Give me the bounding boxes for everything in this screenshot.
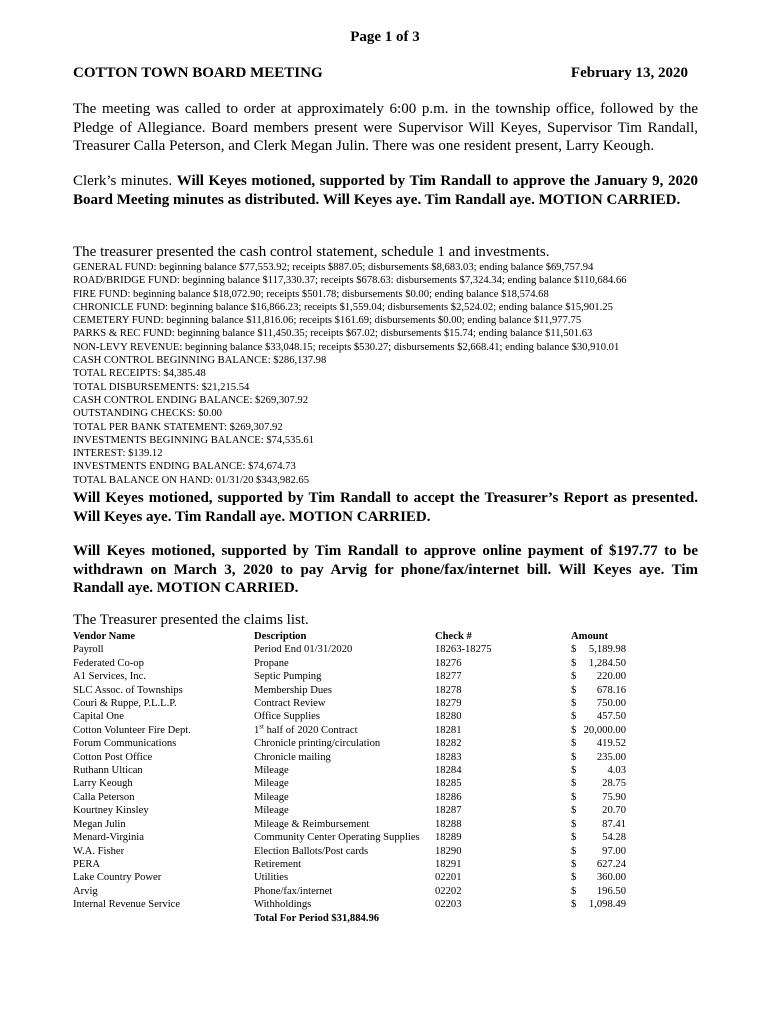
claim-description: Mileage	[254, 791, 289, 803]
amount-header: Amount	[571, 631, 609, 642]
claim-amount	[571, 885, 661, 898]
treasurer-line: FIRE FUND: beginning balance $18,072.90; receipts $501.78; disbursements $0.00; ending balance $18,574.68	[73, 288, 549, 300]
claim-amount	[571, 818, 661, 831]
clerk-minutes-paragraph	[73, 172, 698, 209]
claim-check-number: 02201	[435, 872, 462, 884]
claims-row	[73, 643, 661, 656]
description-header: Description	[254, 631, 307, 642]
claim-amount	[571, 710, 661, 723]
claim-currency: $	[571, 805, 577, 817]
treasurer-line: INVESTMENTS ENDING BALANCE: $74,674.73	[73, 461, 296, 473]
claim-amount-value: 457.50	[596, 711, 626, 723]
claim-amount	[571, 643, 661, 656]
claim-description: Mileage	[254, 765, 289, 777]
claims-row	[73, 657, 661, 670]
claim-description: Mileage & Reimbursement	[254, 818, 370, 830]
claim-description: Withholdings	[254, 899, 312, 911]
claim-check-number: 18280	[435, 711, 462, 723]
treasurer-line: CASH CONTROL BEGINNING BALANCE: $286,137.98	[73, 355, 327, 367]
claim-amount	[571, 657, 661, 670]
claim-amount	[571, 791, 661, 804]
claims-header-row	[73, 630, 661, 643]
claim-vendor: PERA	[73, 858, 101, 870]
claim-amount	[571, 898, 661, 911]
claim-check-number: 18281	[435, 724, 462, 736]
claim-amount	[571, 737, 661, 750]
claim-currency: $	[571, 684, 577, 696]
claim-vendor: W.A. Fisher	[73, 845, 125, 857]
claim-vendor: Forum Communications	[73, 738, 177, 750]
meeting-header	[73, 65, 688, 82]
check-header: Check #	[435, 631, 472, 642]
claim-currency: $	[571, 899, 577, 911]
claim-amount-value: 20,000.00	[583, 724, 626, 736]
claim-description: Period End 01/31/2020	[254, 644, 353, 656]
claim-vendor: Internal Revenue Service	[73, 899, 181, 911]
claim-check-number: 18291	[435, 858, 462, 870]
claims-row	[73, 791, 661, 804]
claim-amount-value: 235.00	[596, 751, 626, 763]
claim-currency: $	[571, 751, 577, 763]
claim-check-number: 18284	[435, 765, 462, 777]
meeting-date: February 13, 2020	[570, 65, 688, 81]
claim-check-number: 18285	[435, 778, 462, 790]
claims-table	[73, 630, 661, 925]
claims-row	[73, 737, 661, 750]
claim-vendor: Lake Country Power	[73, 872, 162, 884]
claim-amount-value: 28.75	[602, 778, 626, 790]
treasurer-line: GENERAL FUND: beginning balance $77,553.92; receipts $887.05; disbursements $8,683.03; ending balance $69,757.94	[73, 262, 594, 273]
claims-row	[73, 764, 661, 777]
claim-vendor: Arvig	[73, 885, 98, 897]
treasurer-line: CHRONICLE FUND: beginning balance $16,866.23; receipts $1,559.04; disbursements $2,524.02; ending balance $15,901.25	[73, 301, 613, 313]
claim-check-number: 18286	[435, 791, 462, 803]
claim-amount-value: 87.41	[602, 818, 626, 830]
claim-description: Contract Review	[254, 698, 326, 710]
claim-description	[254, 724, 435, 737]
claim-vendor: Capital One	[73, 711, 124, 723]
claim-check-number: 18290	[435, 845, 462, 857]
claim-amount	[571, 845, 661, 858]
claims-row	[73, 831, 661, 844]
treasurer-line: TOTAL RECEIPTS: $4,385.48	[73, 368, 206, 380]
claim-amount-value: 4.03	[607, 765, 626, 777]
claim-currency: $	[571, 791, 577, 803]
claim-currency: $	[571, 657, 577, 669]
arvig-payment-motion: Will Keyes motioned, supported by Tim Randall to approve online payment of $197.77 to be withdrawn on March 3, 2020 to pay Arvig for phone/fax/internet bill. Will Keyes aye. Tim Randall aye. MOTION CARRIED.	[73, 543, 698, 596]
claim-vendor: Federated Co-op	[73, 657, 144, 669]
claim-check-number: 18283	[435, 751, 462, 763]
claim-currency: $	[571, 698, 577, 710]
claim-vendor: Cotton Post Office	[73, 751, 153, 763]
claims-row	[73, 885, 661, 898]
claim-amount	[571, 724, 661, 737]
claim-description: Chronicle mailing	[254, 751, 331, 763]
claim-currency: $	[571, 858, 577, 870]
claim-vendor: Payroll	[73, 644, 104, 656]
treasurer-line: NON-LEVY REVENUE: beginning balance $33,048.15; receipts $530.27; disbursements $2,668.41; ending balance $30,910.01	[73, 341, 620, 353]
treasurer-line: CASH CONTROL ENDING BALANCE: $269,307.92	[73, 394, 309, 406]
claims-row	[73, 777, 661, 790]
claim-amount-value: 678.16	[596, 684, 626, 696]
claims-row	[73, 710, 661, 723]
claim-amount-value: 97.00	[602, 845, 626, 857]
claim-description: Retirement	[254, 858, 302, 870]
claim-description: Mileage	[254, 778, 289, 790]
treasurer-line: TOTAL BALANCE ON HAND: 01/31/20 $343,982.65	[73, 474, 310, 486]
claim-currency: $	[571, 671, 577, 683]
claims-row	[73, 684, 661, 697]
claim-amount-value: 196.50	[596, 885, 626, 897]
claim-vendor: Megan Julin	[73, 818, 126, 830]
claim-description-text: half of 2020 Contract	[263, 724, 358, 736]
claim-amount	[571, 684, 661, 697]
claim-description: Septic Pumping	[254, 671, 322, 683]
claim-vendor: Cotton Volunteer Fire Dept.	[73, 724, 191, 736]
clerk-minutes-lead: Clerk’s minutes.	[73, 173, 177, 189]
claim-amount	[571, 670, 661, 683]
claim-description: Office Supplies	[254, 711, 321, 723]
claim-currency: $	[571, 872, 577, 884]
claim-currency: $	[571, 818, 577, 830]
claim-amount-value: 750.00	[596, 698, 626, 710]
claim-amount	[571, 751, 661, 764]
treasurer-report-motion: Will Keyes motioned, supported by Tim Randall to accept the Treasurer’s Report as presented. Will Keyes aye. Tim Randall aye. MOTION CARRIED.	[73, 490, 698, 525]
meeting-title: COTTON TOWN BOARD MEETING	[73, 65, 323, 81]
claim-vendor: Ruthann Ultican	[73, 765, 143, 777]
claim-amount-value: 5,189.98	[588, 644, 626, 656]
vendor-header: Vendor Name	[73, 631, 136, 642]
claim-description: Propane	[254, 657, 289, 669]
claim-description: Community Center Operating Supplies	[254, 832, 420, 844]
claims-row	[73, 697, 661, 710]
treasurer-line: INTEREST: $139.12	[73, 448, 163, 460]
claim-amount-value: 1,284.50	[588, 657, 626, 669]
claims-row	[73, 670, 661, 683]
claim-check-number: 18277	[435, 671, 462, 683]
claim-amount-value: 220.00	[596, 671, 626, 683]
claim-amount	[571, 777, 661, 790]
claim-description-prefix: 1	[254, 724, 260, 736]
claim-check-number: 18279	[435, 698, 462, 710]
claim-description: Mileage	[254, 805, 289, 817]
claim-check-number: 18289	[435, 832, 462, 844]
claim-amount-value: 627.24	[596, 858, 626, 870]
claim-description: Utilities	[254, 872, 289, 884]
claim-amount	[571, 871, 661, 884]
treasurer-report-lines	[73, 261, 703, 487]
page-number: Page 1 of 3	[350, 29, 420, 45]
treasurer-line: ROAD/BRIDGE FUND: beginning balance $117,330.37; receipts $678.63: disbursements $7,324.34; ending balance $110,684.66	[73, 275, 627, 287]
claim-vendor: SLC Assoc. of Townships	[73, 684, 183, 696]
claims-row	[73, 804, 661, 817]
treasurer-intro: The treasurer presented the cash control statement, schedule 1 and investments.	[73, 244, 550, 260]
claim-vendor: Menard-Virginia	[73, 832, 144, 844]
treasurer-line: OUTSTANDING CHECKS: $0.00	[73, 408, 222, 420]
claim-amount-value: 419.52	[596, 738, 626, 750]
claim-amount-value: 54.28	[602, 832, 626, 844]
claim-vendor: Couri & Ruppe, P.L.L.P.	[73, 698, 177, 710]
claims-row	[73, 724, 661, 737]
claim-amount-value: 1,098.49	[588, 899, 626, 911]
claim-amount	[571, 858, 661, 871]
claim-check-number: 18276	[435, 657, 462, 669]
claim-description: Election Ballots/Post cards	[254, 845, 369, 857]
claim-check-number: 18282	[435, 738, 462, 750]
claim-description: Phone/fax/internet	[254, 885, 333, 897]
clerk-minutes-motion: Will Keyes motioned, supported by Tim Randall to approve the January 9, 2020 Board Meeting minutes as distributed. Will Keyes aye. Tim Randall aye. MOTION CARRIED.	[73, 173, 698, 208]
claim-check-number: 18287	[435, 805, 462, 817]
claim-description: Membership Dues	[254, 684, 332, 696]
claim-amount	[571, 804, 661, 817]
claim-currency: $	[571, 778, 577, 790]
claim-amount-value: 360.00	[596, 872, 626, 884]
claim-currency: $	[571, 738, 577, 750]
intro-paragraph: The meeting was called to order at approximately 6:00 p.m. in the township office, followed by the Pledge of Allegiance. Board members present were Supervisor Will Keyes, Supervisor Tim Randall, Treasurer Calla Peterson, and Clerk Megan Julin. There was one resident present, Larry Keough.	[73, 101, 698, 154]
claim-currency: $	[571, 711, 577, 723]
claims-row	[73, 871, 661, 884]
claim-amount	[571, 697, 661, 710]
treasurer-line: INVESTMENTS BEGINNING BALANCE: $74,535.61	[73, 434, 314, 446]
claim-check-number: 02203	[435, 899, 462, 911]
claims-row	[73, 845, 661, 858]
claim-currency: $	[571, 765, 577, 777]
claim-amount-value: 20.70	[602, 805, 626, 817]
claim-currency: $	[571, 644, 577, 656]
claim-check-number: 02202	[435, 885, 462, 897]
treasurer-line: TOTAL DISBURSEMENTS: $21,215.54	[73, 381, 250, 393]
claim-currency: $	[571, 885, 577, 897]
claim-amount	[571, 831, 661, 844]
claim-currency: $	[571, 832, 577, 844]
claim-vendor: Calla Peterson	[73, 791, 135, 803]
claims-total-row	[73, 912, 661, 925]
claim-check-number: 18263-18275	[435, 644, 492, 656]
treasurer-line: CEMETERY FUND: beginning balance $11,816.06; receipts $161.69; disbursements $0.00; ending balance $11,977.75	[73, 315, 582, 327]
claim-currency: $	[571, 845, 577, 857]
claim-amount	[571, 764, 661, 777]
claims-row	[73, 858, 661, 871]
claims-total: Total For Period $31,884.96	[254, 912, 380, 924]
claim-description: Chronicle printing/circulation	[254, 738, 381, 750]
claims-row	[73, 818, 661, 831]
claim-check-number: 18278	[435, 684, 462, 696]
claims-row	[73, 898, 661, 911]
claim-vendor: A1 Services, Inc.	[73, 671, 146, 683]
claims-body	[73, 643, 661, 911]
claim-currency: $	[571, 724, 577, 736]
claim-amount-value: 75.90	[602, 791, 626, 803]
claim-check-number: 18288	[435, 818, 462, 830]
treasurer-line: TOTAL PER BANK STATEMENT: $269,307.92	[73, 421, 283, 433]
claim-vendor: Larry Keough	[73, 778, 133, 790]
treasurer-line: PARKS & REC FUND: beginning balance $11,450.35; receipts $67.02; disbursements $15.74; ending balance $11,501.63	[73, 328, 593, 340]
claims-list-intro: The Treasurer presented the claims list.	[73, 612, 309, 628]
claim-vendor: Kourtney Kinsley	[73, 805, 149, 817]
claims-row	[73, 751, 661, 764]
claim-description-superscript: st	[259, 722, 264, 731]
